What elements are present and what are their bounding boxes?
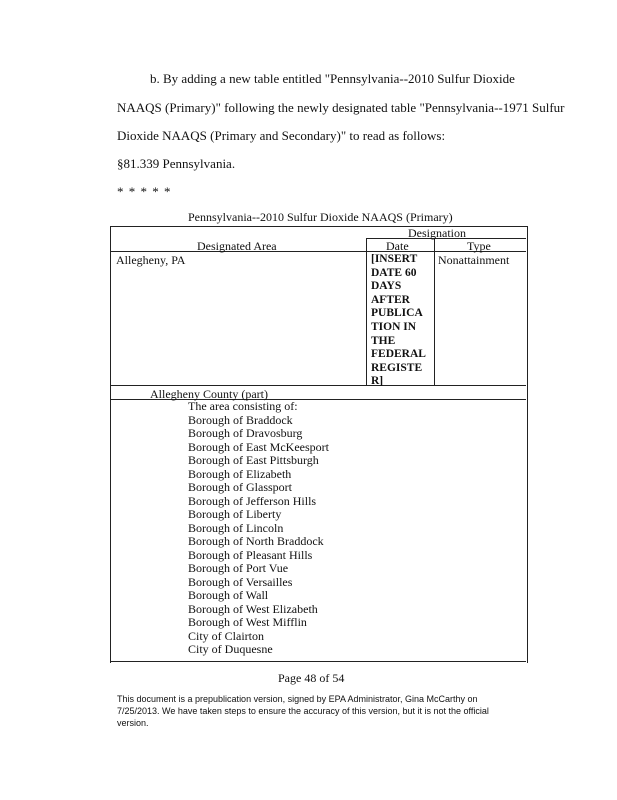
date-line: TION IN: [371, 320, 417, 333]
area-list: [188, 400, 329, 657]
list-item: Borough of Wall: [188, 588, 269, 602]
date-line: PUBLICA: [371, 307, 423, 320]
date-line: REGISTE: [371, 361, 423, 374]
date-line: [INSERT: [371, 253, 418, 265]
date-line: DATE 60: [371, 266, 417, 279]
section-heading: §81.339 Pennsylvania.: [117, 156, 236, 171]
list-item: Borough of Braddock: [188, 412, 293, 427]
list-item: Borough of Glassport: [188, 480, 292, 494]
header-type: Type: [467, 239, 491, 253]
date-line: R]: [371, 375, 384, 388]
intro-line-2: NAAQS (Primary)" following the newly designated table "Pennsylvania--1971 Sulfur: [117, 100, 565, 115]
header-designation: Designation: [408, 226, 466, 240]
intro-line-3: Dioxide NAAQS (Primary and Secondary)" to read as follows:: [117, 128, 446, 143]
list-item: Borough of West Elizabeth: [188, 601, 318, 616]
county-label: Allegheny County (part): [150, 387, 268, 401]
list-item: Borough of Versailles: [188, 574, 293, 589]
list-item: Borough of Liberty: [188, 507, 282, 521]
list-item: Borough of Port Vue: [188, 561, 289, 575]
list-item: City of Duquesne: [188, 642, 273, 656]
column-divider-type: [434, 238, 435, 386]
date-line: FEDERAL: [371, 348, 426, 361]
header-designated-area: Designated Area: [197, 239, 277, 253]
row-divider: [110, 385, 526, 386]
column-divider-date: [366, 238, 367, 386]
prepublication-note: This document is a prepublication version, signed by EPA Administrator, Gina McCarthy on 7/25/2013. We have taken steps to ensure the accuracy of this version, but it is not the official version.: [117, 694, 489, 728]
list-item: City of Clairton: [188, 628, 264, 643]
intro-line-1: b. By adding a new table entitled "Pennsylvania--2010 Sulfur Dioxide: [150, 71, 515, 86]
date-line: THE: [371, 334, 396, 347]
date-line: DAYS: [371, 280, 402, 293]
list-item: Borough of North Braddock: [188, 534, 324, 548]
list-item: Borough of Pleasant Hills: [188, 547, 313, 562]
table-bottom-rule: [110, 661, 526, 662]
list-item: Borough of Elizabeth: [188, 466, 292, 481]
date-line: AFTER: [371, 293, 410, 306]
area-name: Allegheny, PA: [116, 253, 186, 267]
list-item: Borough of East Pittsburgh: [188, 453, 319, 467]
list-item: Borough of West Mifflin: [188, 615, 307, 629]
table-title: Pennsylvania--2010 Sulfur Dioxide NAAQS (Primary): [188, 210, 453, 224]
page-number: Page 48 of 54: [278, 671, 345, 685]
header-bottom-rule: [110, 251, 526, 252]
list-item: Borough of Jefferson Hills: [188, 493, 317, 508]
list-item: Borough of East McKeesport: [188, 439, 329, 454]
list-item: The area consisting of:: [188, 399, 298, 413]
header-date: Date: [386, 239, 409, 253]
list-item: Borough of Lincoln: [188, 520, 284, 535]
designation-type: Nonattainment: [438, 253, 510, 267]
designation-date: [371, 253, 426, 389]
ellipsis-stars: * * * * *: [117, 184, 172, 199]
list-item: Borough of Dravosburg: [188, 426, 303, 440]
